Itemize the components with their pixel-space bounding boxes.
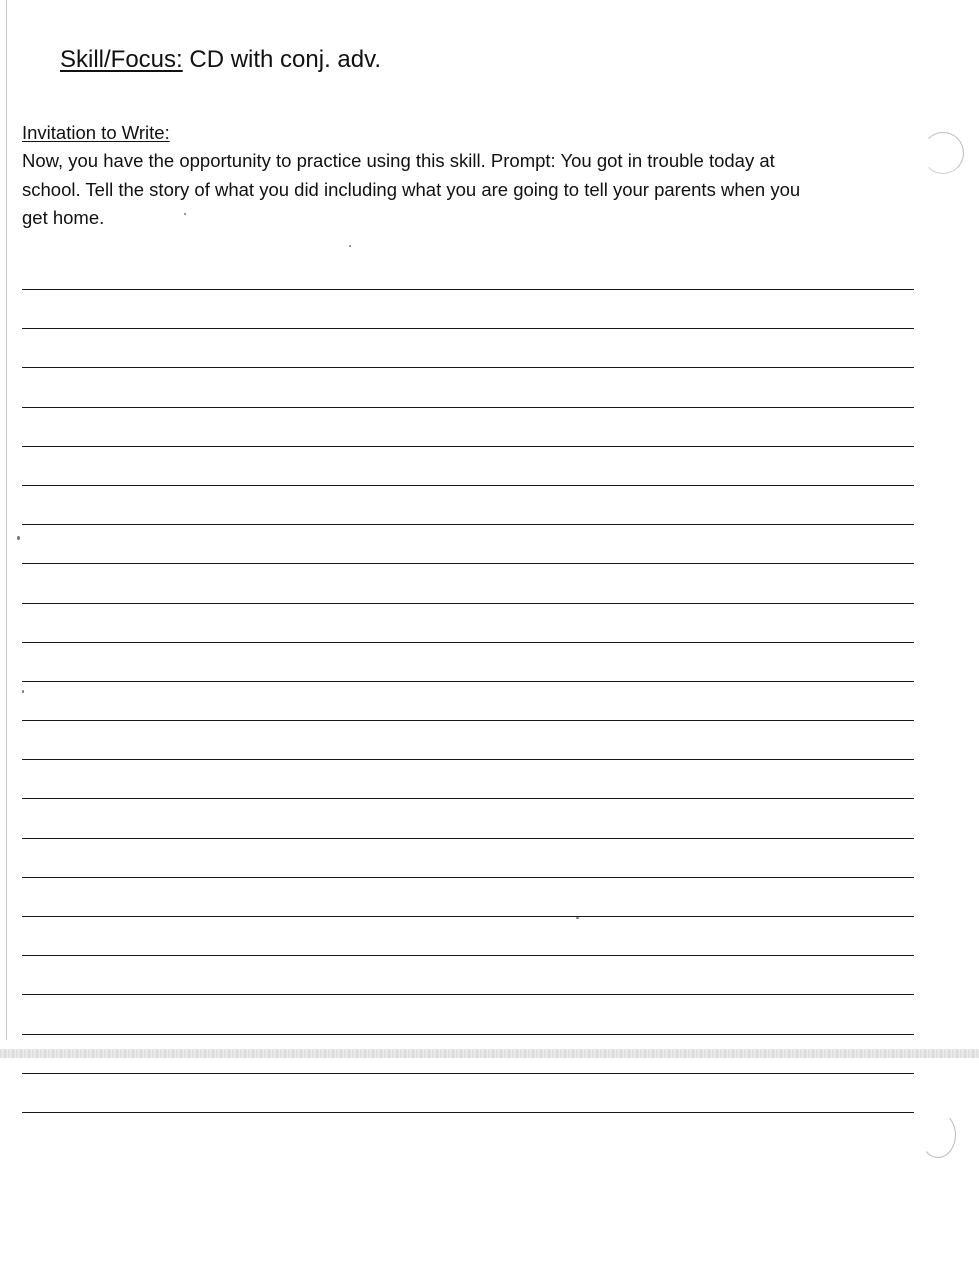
scan-speck: [22, 690, 24, 693]
skill-focus-label: Skill/Focus:: [60, 46, 183, 73]
writing-line[interactable]: [22, 955, 914, 956]
scan-artifact-band: [0, 1049, 979, 1058]
skill-focus-value: CD with conj. adv.: [182, 46, 381, 73]
writing-line[interactable]: [22, 681, 914, 682]
writing-line[interactable]: [22, 720, 914, 721]
writing-line[interactable]: [22, 1034, 914, 1035]
writing-line[interactable]: [22, 603, 914, 604]
writing-line[interactable]: [22, 485, 914, 486]
scan-speck: [576, 917, 579, 919]
prompt-line-1: Now, you have the opportunity to practice using this skill. Prompt: You got in trouble today at: [22, 150, 775, 171]
writing-line[interactable]: [22, 642, 914, 643]
punch-hole-bottom-icon: [920, 1112, 956, 1158]
scan-speck: [349, 245, 351, 247]
writing-line[interactable]: [22, 838, 914, 839]
writing-lines[interactable]: [22, 0, 914, 1266]
writing-line[interactable]: [22, 916, 914, 917]
writing-line[interactable]: [22, 798, 914, 799]
scan-speck: [17, 536, 20, 540]
writing-line[interactable]: [22, 994, 914, 995]
writing-line[interactable]: [22, 446, 914, 447]
prompt-line-2: school. Tell the story of what you did including what you are going to tell your parents when you: [22, 178, 801, 200]
writing-line[interactable]: [22, 289, 914, 290]
writing-line[interactable]: [22, 367, 914, 368]
writing-line[interactable]: [22, 524, 914, 525]
writing-line[interactable]: [22, 407, 914, 408]
page-edge-shadow: [6, 0, 7, 1040]
invitation-heading: Invitation to Write:: [22, 122, 170, 143]
writing-line[interactable]: [22, 328, 914, 329]
scan-speck: [184, 213, 186, 215]
writing-line[interactable]: [22, 877, 914, 878]
writing-line[interactable]: [22, 1112, 914, 1113]
writing-line[interactable]: [22, 563, 914, 564]
punch-hole-top-icon: [922, 132, 964, 174]
writing-line[interactable]: [22, 1073, 914, 1074]
prompt-line-3: get home.: [22, 207, 105, 228]
writing-line[interactable]: [22, 759, 914, 760]
